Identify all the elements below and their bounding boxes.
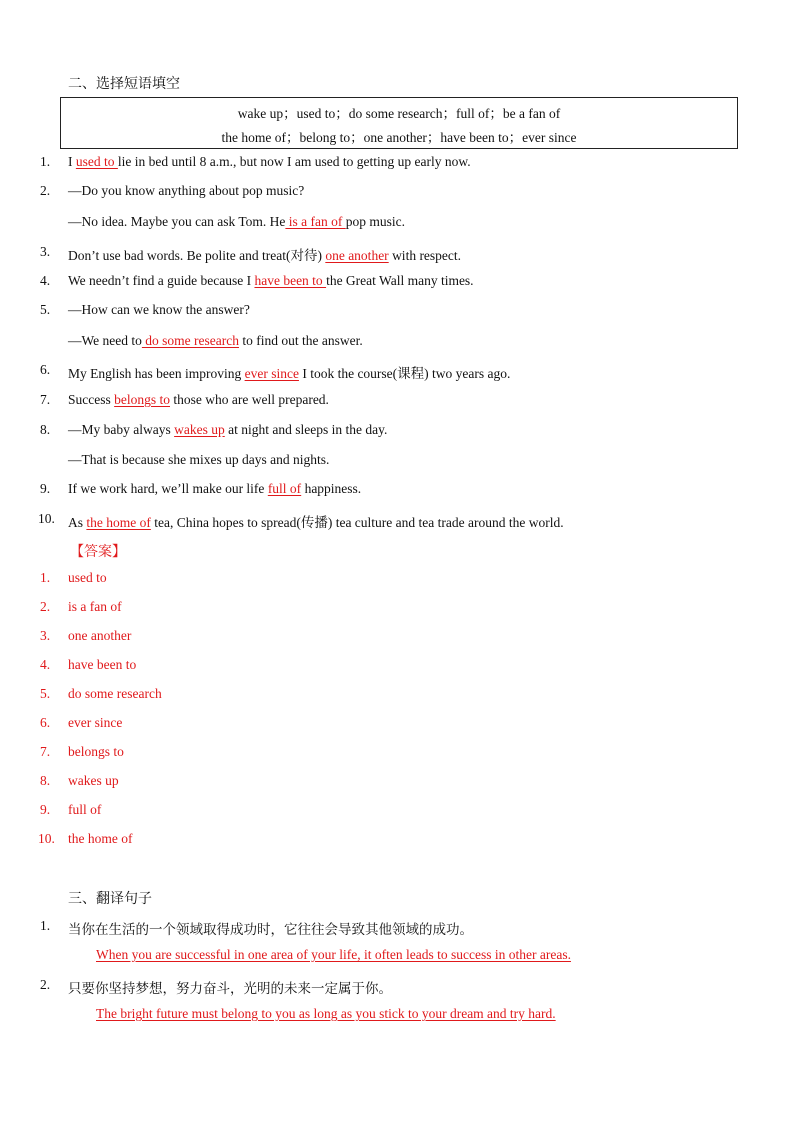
- question-number: 5.: [40, 302, 51, 317]
- question-blank-answer: full of: [267, 481, 302, 496]
- answer-text: wakes up: [68, 773, 119, 788]
- translation-answer: The bright future must belong to you as long as you stick to your dream and try hard.: [96, 1006, 556, 1021]
- answer-text: the home of: [68, 831, 133, 846]
- phrase-box: [60, 97, 738, 149]
- answer-number: 6.: [40, 715, 51, 730]
- answer-text: full of: [68, 802, 102, 817]
- translation-prompt: 只要你坚持梦想，努力奋斗，光明的未来一定属于你。: [68, 981, 392, 996]
- answer-number: 7.: [40, 744, 51, 759]
- answer-text: used to: [68, 570, 107, 585]
- question-text: I took the course(课程) two years ago.: [298, 366, 511, 381]
- question-text: happiness.: [301, 481, 362, 496]
- question-blank-answer: used to: [75, 154, 118, 169]
- question-number: 3.: [40, 244, 51, 259]
- question-number: 6.: [40, 362, 51, 377]
- answer-number: 10.: [38, 831, 55, 846]
- answer-number: 2.: [40, 599, 51, 614]
- answer-number: 5.: [40, 686, 51, 701]
- question-text: at night and sleeps in the day.: [224, 422, 388, 437]
- answers-title: 【答案】: [70, 545, 126, 560]
- answer-text: one another: [68, 628, 132, 643]
- phrase-line-1: wake up；used to；do some research；full of；be a fan of: [237, 106, 561, 121]
- question-number: 8.: [40, 422, 51, 437]
- section-title-phrases: 二、选择短语填空: [68, 77, 180, 92]
- question-text: I: [68, 154, 76, 169]
- phrase-line-2: the home of；belong to；one another；have been to；ever since: [221, 130, 577, 145]
- question-text: —That is because she mixes up days and nights.: [68, 452, 330, 467]
- question-blank-answer: ever since: [244, 366, 299, 381]
- question-number: 1.: [40, 154, 51, 169]
- question-blank-answer: have been to: [254, 273, 327, 288]
- question-blank-answer: belongs to: [114, 392, 170, 407]
- answer-text: is a fan of: [68, 599, 122, 614]
- answer-number: 9.: [40, 802, 51, 817]
- question-text: lie in bed until 8 a.m., but now I am used to getting up early now.: [117, 154, 471, 169]
- question-text: Don’t use bad words. Be polite and treat(对待): [68, 248, 326, 263]
- question-text: We needn’t find a guide because I: [68, 273, 255, 288]
- translation-number: 2.: [40, 977, 51, 992]
- answer-number: 8.: [40, 773, 51, 788]
- question-number: 2.: [40, 183, 51, 198]
- translation-prompt: 当你在生活的一个领域取得成功时，它往往会导致其他领域的成功。: [68, 922, 473, 937]
- section-title-translation: 三、翻译句子: [68, 892, 152, 907]
- answer-number: 3.: [40, 628, 51, 643]
- translation-answer: When you are successful in one area of your life, it often leads to success in other areas.: [96, 947, 571, 962]
- question-text: —We need to: [68, 333, 142, 348]
- question-text: My English has been improving: [68, 366, 245, 381]
- question-text: —No idea. Maybe you can ask Tom. He: [68, 214, 286, 229]
- question-text: —My baby always: [68, 422, 175, 437]
- question-number: 7.: [40, 392, 51, 407]
- translation-number: 1.: [40, 918, 51, 933]
- question-number: 9.: [40, 481, 51, 496]
- question-text: pop music.: [345, 214, 405, 229]
- answer-number: 4.: [40, 657, 51, 672]
- question-text: those who are well prepared.: [170, 392, 329, 407]
- answer-number: 1.: [40, 570, 51, 585]
- question-number: 10.: [38, 511, 55, 526]
- question-text: If we work hard, we’ll make our life: [68, 481, 268, 496]
- question-text: —How can we know the answer?: [68, 302, 250, 317]
- question-blank-answer: the home of: [86, 515, 151, 530]
- answer-text: do some research: [68, 686, 162, 701]
- question-number: 4.: [40, 273, 51, 288]
- question-blank-answer: wakes up: [174, 422, 225, 437]
- answer-text: ever since: [68, 715, 123, 730]
- question-text: As: [68, 515, 87, 530]
- question-blank-answer: is a fan of: [285, 214, 346, 229]
- question-text: the Great Wall many times.: [326, 273, 474, 288]
- question-text: to find out the answer.: [238, 333, 363, 348]
- question-text: tea, China hopes to spread(传播) tea culture and tea trade around the world.: [150, 515, 564, 530]
- question-text: with respect.: [388, 248, 462, 263]
- answer-text: have been to: [68, 657, 137, 672]
- question-text: —Do you know anything about pop music?: [68, 183, 305, 198]
- question-text: Success: [68, 392, 115, 407]
- question-blank-answer: do some research: [141, 333, 239, 348]
- question-blank-answer: one another: [325, 248, 389, 263]
- answer-text: belongs to: [68, 744, 124, 759]
